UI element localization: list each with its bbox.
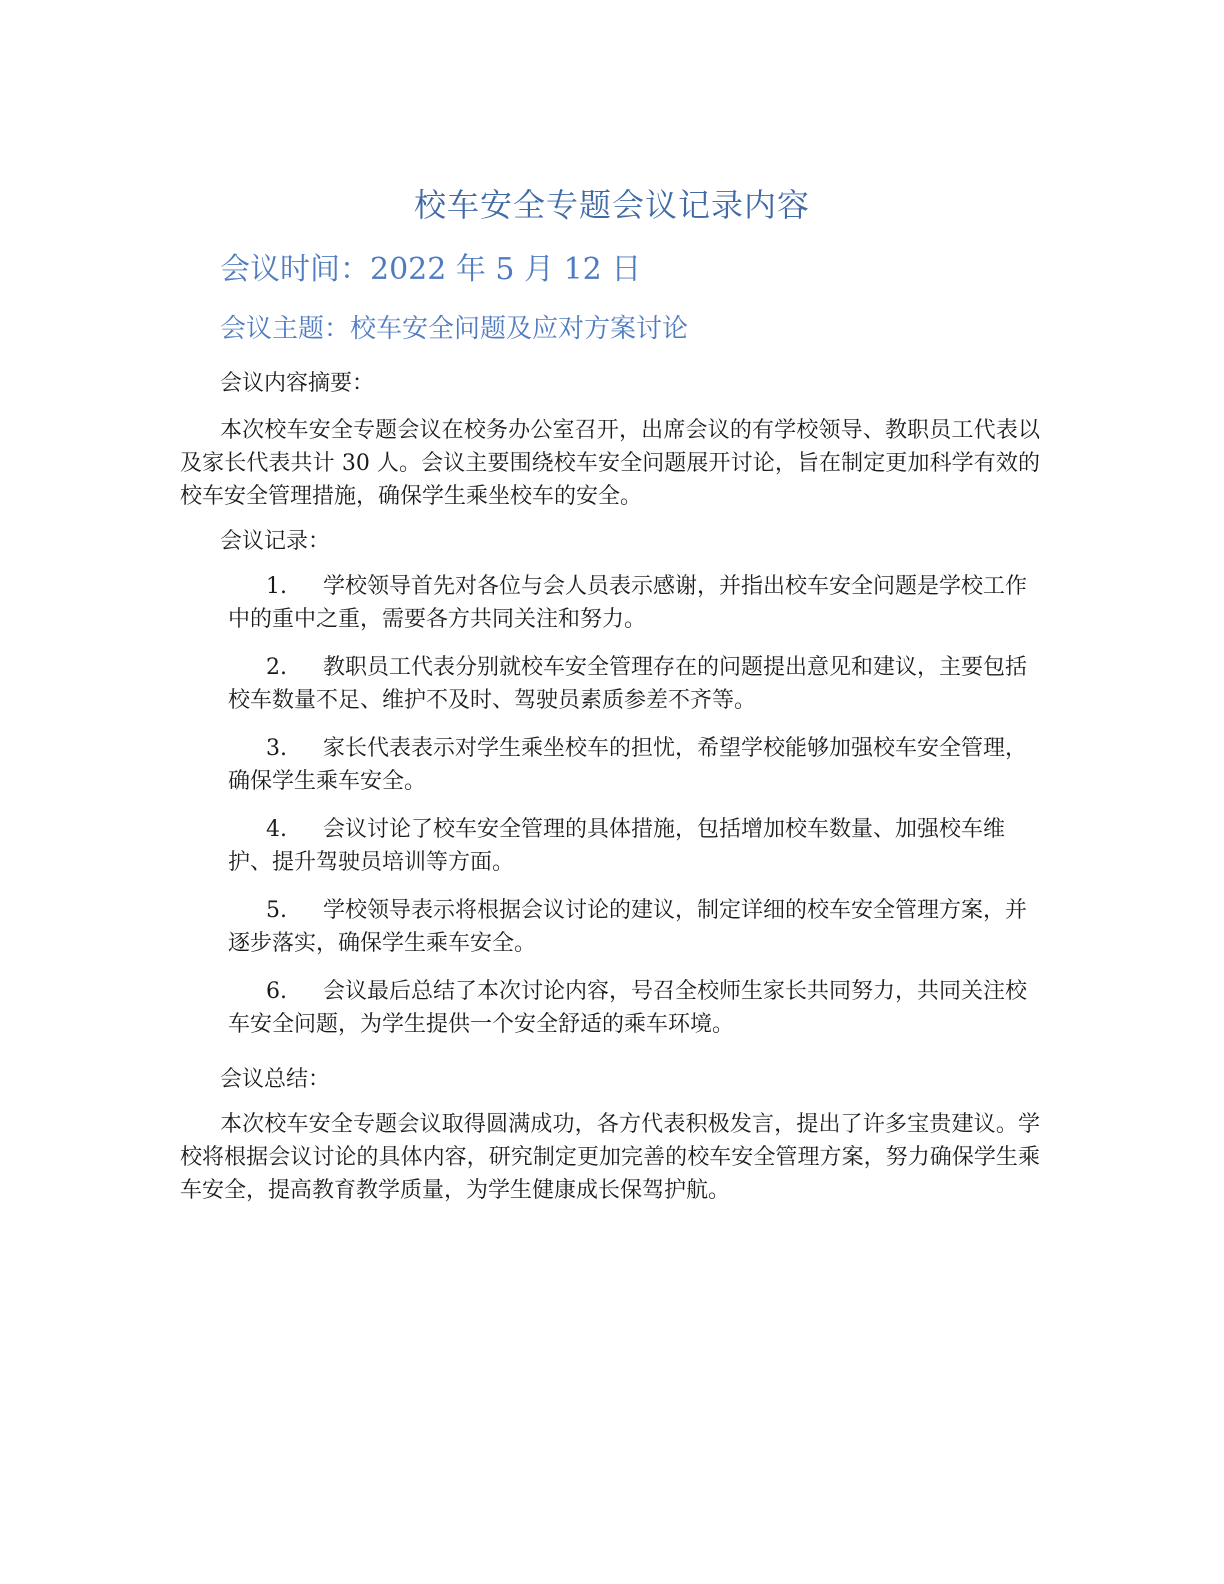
record-item-text: 会议讨论了校车安全管理的具体措施，包括增加校车数量、加强校车维护、提升驾驶员培训等方面。 — [228, 817, 1006, 875]
record-item-2 — [228, 651, 1040, 717]
record-item-number: 1. — [266, 574, 287, 599]
record-item-5 — [228, 894, 1040, 960]
record-item-3 — [228, 732, 1040, 798]
record-item-1 — [228, 570, 1040, 636]
record-item-text: 家长代表表示对学生乘坐校车的担忧，希望学校能够加强校车安全管理，确保学生乘车安全。 — [228, 736, 1028, 794]
record-item-text: 会议最后总结了本次讨论内容，号召全校师生家长共同努力，共同关注校车安全问题，为学生提供一个安全舒适的乘车环境。 — [228, 979, 1028, 1037]
record-item-number: 5. — [266, 898, 287, 923]
record-item-text: 学校领导首先对各位与会人员表示感谢，并指出校车安全问题是学校工作中的重中之重，需要各方共同关注和努力。 — [228, 574, 1028, 632]
record-item-number: 2. — [266, 655, 287, 680]
conclusion-label: 会议总结： — [220, 1067, 331, 1092]
record-item-6 — [228, 975, 1040, 1041]
meeting-topic-heading: 会议主题：校车安全问题及应对方案讨论 — [220, 314, 689, 344]
summary-label: 会议内容摘要： — [220, 371, 375, 396]
record-item-text: 教职员工代表分别就校车安全管理存在的问题提出意见和建议，主要包括校车数量不足、维护不及时、驾驶员素质参差不齐等。 — [228, 655, 1028, 713]
records-label: 会议记录： — [220, 529, 331, 554]
record-item-4 — [228, 813, 1040, 879]
record-item-number: 6. — [266, 979, 287, 1004]
record-item-number: 4. — [266, 817, 287, 842]
document-title: 校车安全专题会议记录内容 — [413, 186, 810, 224]
meeting-time-heading: 会议时间：2022 年 5 月 12 日 — [220, 252, 642, 287]
conclusion-paragraph: 本次校车安全专题会议取得圆满成功，各方代表积极发言，提出了许多宝贵建议。学校将根据会议讨论的具体内容，研究制定更加完善的校车安全管理方案，努力确保学生乘车安全，提高教育教学质量，为学生健康成长保驾护航。 — [180, 1112, 1040, 1203]
summary-paragraph: 本次校车安全专题会议在校务办公室召开，出席会议的有学校领导、教职员工代表以及家长代表共计 30 人。会议主要围绕校车安全问题展开讨论，旨在制定更加科学有效的校车安全管理措施，确保学生乘坐校车的安全。 — [180, 418, 1040, 509]
record-item-text: 学校领导表示将根据会议讨论的建议，制定详细的校车安全管理方案，并逐步落实，确保学生乘车安全。 — [228, 898, 1028, 956]
record-item-number: 3. — [266, 736, 287, 761]
